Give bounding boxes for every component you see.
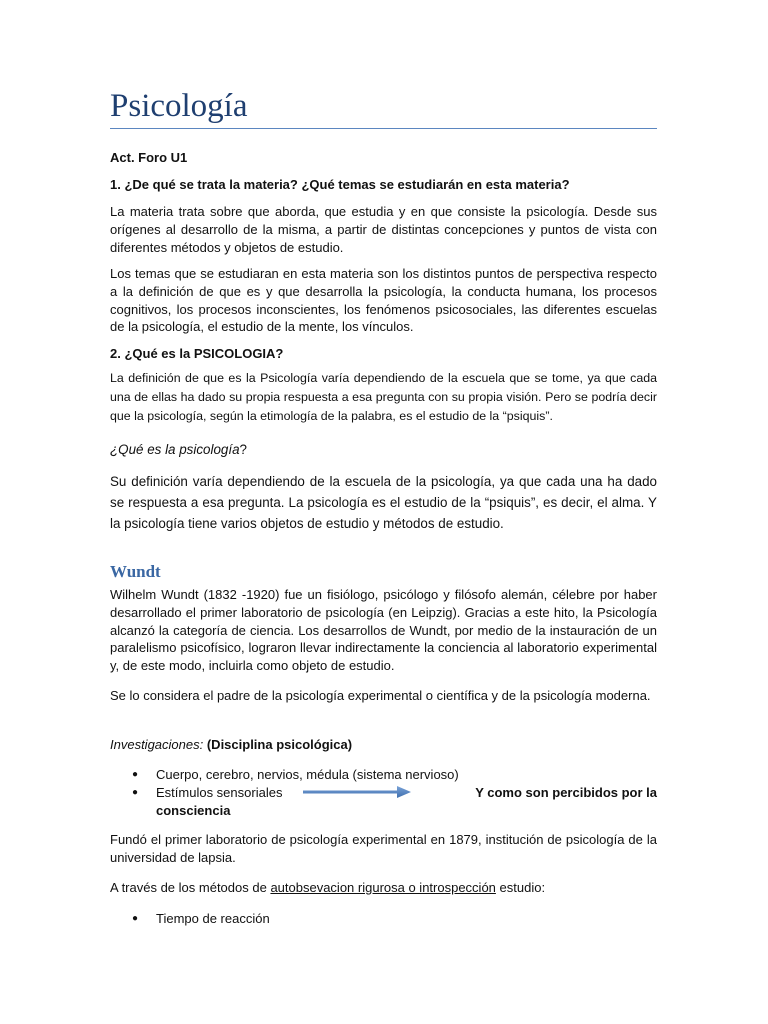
- investigaciones-label: Investigaciones:: [110, 737, 204, 752]
- paragraph-1: La materia trata sobre que aborda, que estudia y en que consiste la psicología. Desde sus orígenes al desarrollo de la misma, a partir de distintas concepciones y puntos de vista con diferentes métodos y objetos de estudio.: [110, 204, 657, 255]
- paragraph-4: Su definición varía dependiendo de la escuela de la psicología, ya que cada una ha dado se respuesta a esa pregunta. La psicología es el estudio de la “psiquis”, es decir, el alma. Y la psicología tiene varios objetos de estudio y métodos de estudio.: [110, 474, 657, 532]
- list-item: [110, 910, 657, 928]
- title-divider: [110, 128, 657, 129]
- list-item-text-right: Y como son percibidos por la: [475, 784, 657, 800]
- methods-list: [110, 910, 657, 928]
- paragraph-8-start: A través de los métodos de: [110, 880, 271, 895]
- page-title: Psicología: [110, 88, 248, 124]
- paragraph-5: Wilhelm Wundt (1832 -1920) fue un fisiólogo, psicólogo y filósofo alemán, célebre por haber desarrollado el primer laboratorio de psicología (en Leipzig). Gracias a este hito, la Psicología alcanzó la categoría de ciencia. Los desarrollos de Wundt, por medio de la instauración de un paralelismo psicofísico, lograron llevar indirectamente la conciencia al laboratorio experimental y, de este modo, incluirla como objeto de estudio.: [110, 587, 657, 674]
- list-item: [110, 766, 657, 784]
- question-3-mark: ?: [239, 442, 247, 457]
- paragraph-2: Los temas que se estudiaran en esta materia son los distintos puntos de perspectiva respecto a la definición de que es y que desarrolla la psicología, la conducta humana, los procesos cognitivos, los procesos inconscientes, los fenómenos psicosociales, las diferentes escuelas de la psicología, el estudio de la mente, los vínculos.: [110, 266, 657, 335]
- investigaciones-subtitle: (Disciplina psicológica): [203, 737, 353, 752]
- list-item-text: Estímulos sensoriales: [156, 784, 283, 800]
- question-3-text: ¿Qué es la psicología: [110, 442, 240, 457]
- right-arrow-icon: [301, 784, 413, 800]
- wundt-heading: Wundt: [110, 562, 161, 581]
- list-item-text: Tiempo de reacción: [156, 911, 270, 926]
- paragraph-3: La definición de que es la Psicología varía dependiendo de la escuela que se tome, ya que cada una de ellas ha dado su propia respuesta a esa pregunta con su propia visión. Pero se podría decir que la psicología, según la etimología de la palabra, es el estudio de la “psiquis”.: [110, 371, 657, 424]
- list-item-text: Cuerpo, cerebro, nervios, médula (sistema nervioso): [156, 767, 459, 782]
- paragraph-8-end: estudio:: [495, 880, 546, 895]
- question-1: 1. ¿De qué se trata la materia? ¿Qué temas se estudiarán en esta materia?: [110, 177, 570, 192]
- paragraph-7: Fundó el primer laboratorio de psicología experimental en 1879, institución de psicología de la universidad de lapsia.: [110, 832, 657, 865]
- activity-label: Act. Foro U1: [110, 150, 188, 165]
- paragraph-8: [110, 879, 657, 897]
- question-2: 2. ¿Qué es la PSICOLOGIA?: [110, 346, 284, 361]
- paragraph-6: Se lo considera el padre de la psicología experimental o científica y de la psicología moderna.: [110, 688, 651, 703]
- method-underlined-text: autobsevacion rigurosa o introspección: [270, 880, 496, 895]
- list-item-text-continued: consciencia: [156, 802, 231, 818]
- question-3: [110, 439, 657, 460]
- investigaciones-line: [110, 736, 657, 754]
